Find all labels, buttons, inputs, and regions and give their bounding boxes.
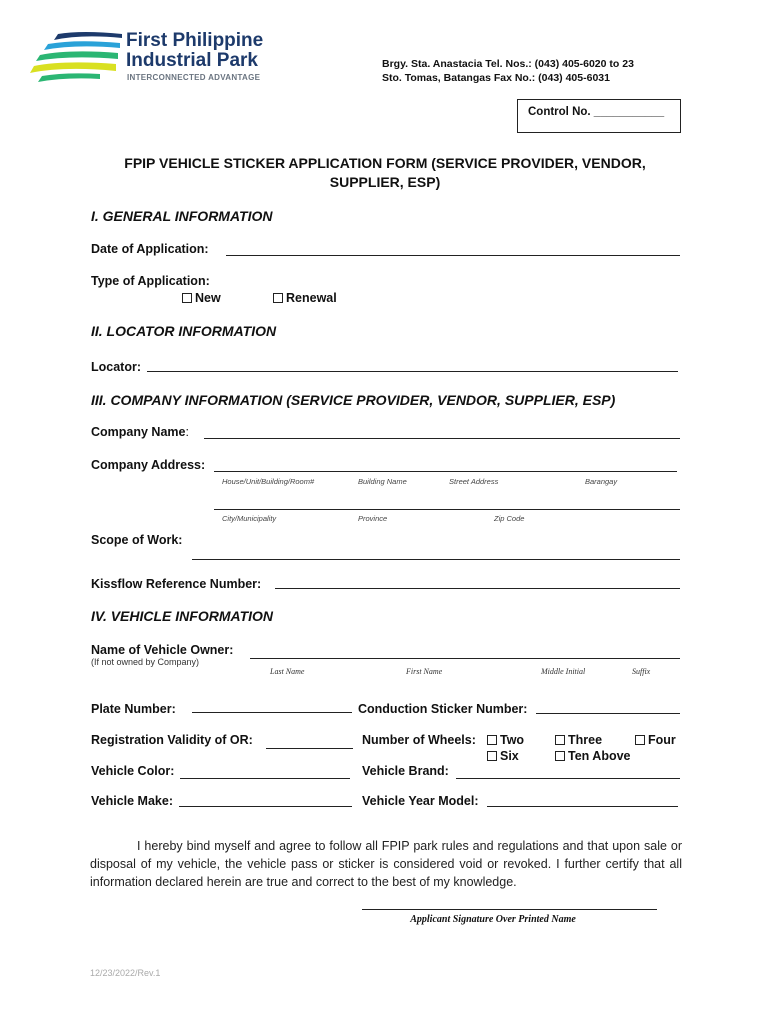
wheels-three-checkbox[interactable] — [555, 733, 602, 747]
date-of-application-label: Date of Application: — [91, 242, 209, 256]
date-of-application-field[interactable] — [226, 255, 680, 256]
signature-caption: Applicant Signature Over Printed Name — [410, 914, 576, 925]
form-title-line1: FPIP VEHICLE STICKER APPLICATION FORM (SERVICE PROVIDER, VENDOR, — [124, 155, 646, 171]
revision-footer: 12/23/2022/Rev.1 — [90, 968, 161, 978]
section-vehicle-heading: IV. VEHICLE INFORMATION — [91, 608, 274, 624]
logo-line1: First Philippine — [126, 30, 264, 51]
renewal-label: Renewal — [286, 291, 337, 305]
checkbox-icon — [273, 293, 283, 303]
checkbox-icon — [487, 751, 497, 761]
kissflow-reference-field[interactable] — [275, 588, 680, 589]
logo-tagline: INTERCONNECTED ADVANTAGE — [127, 73, 261, 82]
company-name-label-text: Company Name — [91, 425, 186, 439]
vehicle-color-field[interactable] — [180, 778, 350, 779]
wheels-two-checkbox[interactable] — [487, 733, 524, 747]
registration-validity-label: Registration Validity of OR: — [91, 733, 253, 747]
company-name-label — [91, 425, 189, 439]
company-address-field-1[interactable] — [214, 471, 677, 472]
scope-of-work-label: Scope of Work: — [91, 533, 183, 547]
form-title — [90, 154, 680, 192]
plate-number-field[interactable] — [192, 712, 352, 713]
company-name-field[interactable] — [204, 438, 680, 439]
plate-number-label: Plate Number: — [91, 702, 176, 716]
address-building-caption: Building Name — [358, 477, 407, 486]
conduction-sticker-field[interactable] — [536, 713, 680, 714]
owner-suffix-caption: Suffix — [632, 667, 651, 676]
type-of-application-label: Type of Application: — [91, 274, 210, 288]
conduction-sticker-label: Conduction Sticker Number: — [358, 702, 528, 716]
vehicle-owner-field[interactable] — [250, 658, 680, 659]
locator-field[interactable] — [147, 371, 678, 372]
company-address-field-2[interactable] — [214, 509, 680, 510]
control-number-box[interactable] — [517, 99, 681, 133]
logo-line2: Industrial Park — [126, 50, 258, 71]
wheels-four-checkbox[interactable] — [635, 733, 676, 747]
fpip-logo-mark — [30, 28, 122, 88]
renewal-checkbox[interactable] — [273, 291, 337, 305]
checkbox-icon — [182, 293, 192, 303]
control-number-label: Control No. ___________ — [528, 106, 665, 118]
address-city-caption: City/Municipality — [222, 514, 277, 523]
address-province-caption: Province — [358, 514, 388, 523]
wheels-three-label: Three — [568, 733, 603, 747]
vehicle-owner-label: Name of Vehicle Owner: — [91, 643, 234, 657]
company-name-colon: : — [185, 425, 189, 439]
owner-first-name-caption: First Name — [406, 667, 443, 676]
vehicle-owner-note: (If not owned by Company) — [91, 657, 200, 667]
locator-label: Locator: — [91, 360, 141, 374]
address-line1: Brgy. Sta. Anastacia Tel. Nos.: (043) 405-6020 to 23 — [382, 58, 634, 70]
vehicle-year-label: Vehicle Year Model: — [362, 794, 479, 808]
vehicle-brand-field[interactable] — [456, 778, 680, 779]
vehicle-color-label: Vehicle Color: — [91, 764, 175, 778]
section-company-heading: III. COMPANY INFORMATION (SERVICE PROVIDER, VENDOR, SUPPLIER, ESP) — [91, 392, 616, 408]
kissflow-reference-label: Kissflow Reference Number: — [91, 577, 262, 591]
registration-validity-field[interactable] — [266, 748, 353, 749]
wheels-ten-above-checkbox[interactable] — [555, 749, 631, 763]
section-locator-heading: II. LOCATOR INFORMATION — [91, 323, 277, 339]
owner-middle-initial-caption: Middle Initial — [541, 667, 586, 676]
address-house-caption: House/Unit/Building/Room# — [222, 477, 315, 486]
vehicle-brand-label: Vehicle Brand: — [362, 764, 449, 778]
wheels-four-label: Four — [648, 733, 676, 747]
vehicle-make-field[interactable] — [179, 806, 352, 807]
wheels-two-label: Two — [500, 733, 525, 747]
section-general-heading: I. GENERAL INFORMATION — [91, 208, 273, 224]
address-barangay-caption: Barangay — [585, 477, 618, 486]
wheels-ten-above-label: Ten Above — [568, 749, 631, 763]
address-zip-caption: Zip Code — [494, 514, 525, 523]
checkbox-icon — [555, 735, 565, 745]
company-logo — [30, 28, 275, 88]
number-of-wheels-label: Number of Wheels: — [362, 733, 476, 747]
new-label: New — [195, 291, 221, 305]
checkbox-icon — [487, 735, 497, 745]
form-title-line2: SUPPLIER, ESP) — [329, 174, 441, 190]
signature-line[interactable] — [362, 909, 657, 910]
address-line2: Sto. Tomas, Batangas Fax No.: (043) 405-6031 — [382, 72, 610, 84]
checkbox-icon — [555, 751, 565, 761]
owner-last-name-caption: Last Name — [270, 667, 305, 676]
scope-of-work-field[interactable] — [192, 559, 680, 560]
wheels-six-checkbox[interactable] — [487, 749, 519, 763]
address-street-caption: Street Address — [449, 477, 499, 486]
declaration-text: I hereby bind myself and agree to follow all FPIP park rules and regulations and that upon sale or disposal of my vehicle, the vehicle pass or sticker is considered void or revoked. I further certify that all information declared herein are true and correct to the best of my knowledge. — [90, 839, 682, 889]
checkbox-icon — [635, 735, 645, 745]
vehicle-make-label: Vehicle Make: — [91, 794, 173, 808]
vehicle-year-field[interactable] — [487, 806, 678, 807]
new-checkbox[interactable] — [182, 291, 221, 305]
wheels-six-label: Six — [500, 749, 519, 763]
company-address-label: Company Address: — [91, 458, 206, 472]
